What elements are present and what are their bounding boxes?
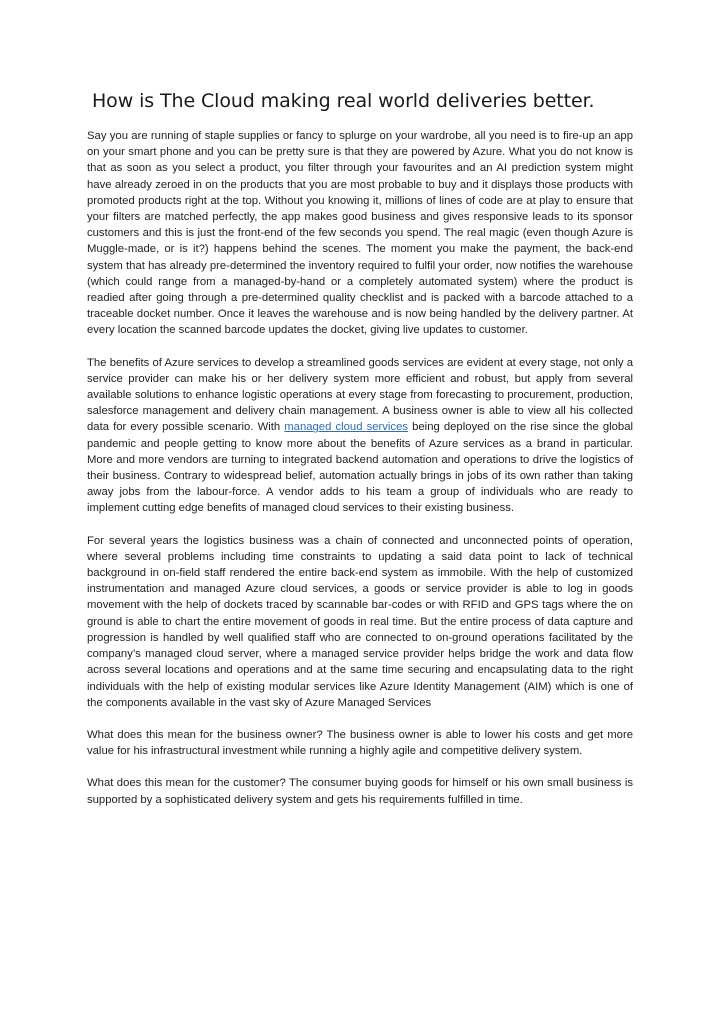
paragraph-customer: What does this mean for the customer? The consumer buying goods for himself or his own small business is supported by a sophisticated delivery system and gets his requirements fulfilled in time. <box>87 777 633 806</box>
page-title: How is The Cloud making real world deliveries better. <box>92 90 595 112</box>
paragraph-benefits-text-start: The benefits of Azure services to develop a streamlined goods services are evident at every stage, not only a service provider can make his or her delivery system more efficient and robust, but apply from several available solutions to enhance logistic operations at every stage from forecasting to procurement, production, salesforce management and delivery chain management. A business owner is able to view all his collected data for every possible scenario. With <box>87 356 633 434</box>
paragraph-logistics-history: For several years the logistics business was a chain of connected and unconnected points of operation, where several problems including time constraints to updating a said data point to lack of technical background in on-field staff rendered the entire back-end system as immobile. With the help of customized instrumentation and managed Azure cloud services, a goods or service provider is able to log in goods movement with the help of dockets traced by scannable bar-codes or with RFID and GPS tags where the on ground is able to chart the entire movement of goods in real time. But the entire process of data capture and progression is handled by well qualified staff who are connected to on-ground operations facilitated by the company’s managed cloud server, where a managed service provider helps bridge the work and data flow across several locations and operations and at the same time securing and encapsulating data to the right individuals with the help of existing modular services like Azure Identity Management (AIM) which is one of the components available in the vast sky of Azure Managed Services <box>87 534 633 709</box>
article-body <box>87 128 633 824</box>
paragraph-benefits-text-end: being deployed on the rise since the global pandemic and people getting to know more about the benefits of Azure services as a brand in particular. More and more vendors are turning to integrated backend automation and operations to drive the logistics of their business. Contrary to widespread belief, automation actually brings in jobs of its own rather than taking away jobs from the labour-force. A vendor adds to his team a group of individuals who are ready to implement cutting edge benefits of managed cloud services to their existing business. <box>87 421 633 515</box>
paragraph-business-owner: What does this mean for the business owner? The business owner is able to lower his costs and get more value for his infrastructural investment while running a highly agile and competitive delivery system. <box>87 728 633 758</box>
managed-cloud-services-link[interactable]: managed cloud services <box>284 421 409 434</box>
paragraph-benefits <box>87 355 633 517</box>
paragraph-intro: Say you are running of staple supplies or fancy to splurge on your wardrobe, all you need is to fire-up an app on your smart phone and you can be pretty sure is that they are powered by Azure. What you do not know is that as soon as you select a product, you filter through your favourites and an AI prediction system might have already zeroed in on the products that you are most probable to buy and it displays those products with promoted products right at the top. Without you knowing it, millions of lines of code are at play to ensure that your filters are matched perfectly, the app makes good business and gives responsive leads to its sponsor customers and this is just the front-end of the few seconds you spend. The real magic (even though Azure is Muggle-made, or is it?) happens behind the scenes. The moment you make the payment, the back-end system that has already pre-determined the inventory required to fulfil your order, now notifies the warehouse (which could range from a managed-by-hand or a completely automated system) where the product is readied after going through a pre-determined quality checklist and is packed with a barcode attached to a traceable docket number. Once it leaves the warehouse and is now being handled by the delivery partner. At every location the scanned barcode updates the docket, giving live updates to customer. <box>87 130 633 337</box>
